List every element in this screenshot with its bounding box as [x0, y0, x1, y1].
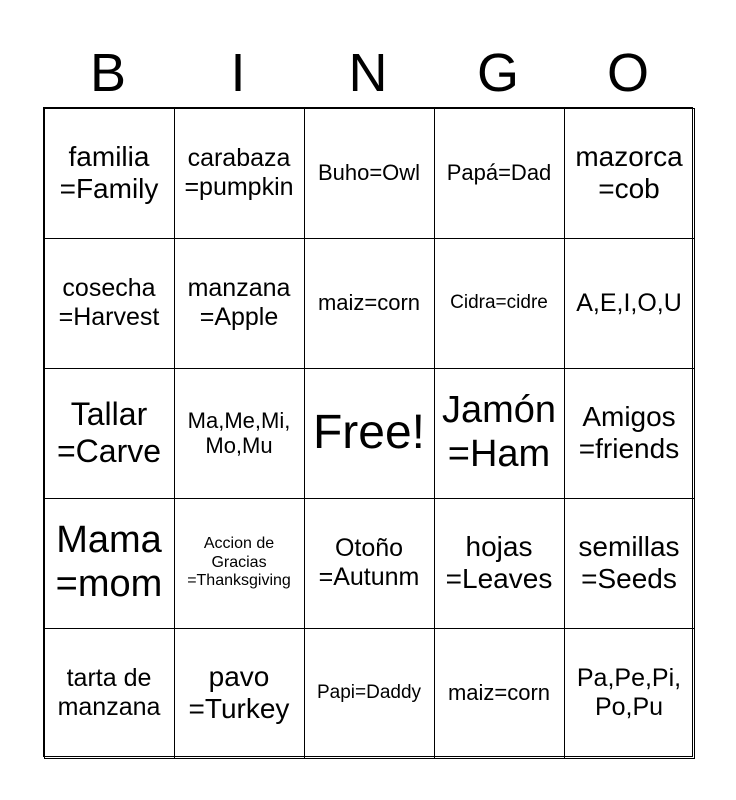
- bingo-cell: [434, 628, 565, 759]
- cell-text: manzana =Apple: [187, 274, 291, 331]
- cell-text: Jamón =Ham: [441, 389, 557, 475]
- bingo-cell: [174, 368, 305, 499]
- bingo-cell: [304, 238, 435, 369]
- header-letter-i: I: [230, 43, 246, 103]
- bingo-cell: [44, 498, 175, 629]
- bingo-cell: [174, 628, 305, 759]
- cell-text: Tallar =Carve: [56, 396, 162, 469]
- cell-text: cosecha =Harvest: [58, 274, 160, 331]
- bingo-cell: [564, 108, 695, 239]
- cell-text: maiz=corn: [447, 680, 551, 706]
- cell-text: Papi=Daddy: [316, 682, 422, 704]
- bingo-cell: [304, 108, 435, 239]
- cell-text: carabaza =pumpkin: [184, 144, 294, 201]
- bingo-cell: [44, 368, 175, 499]
- cell-text: Ma,Me,Mi, Mo,Mu: [187, 407, 291, 458]
- cell-text: pavo =Turkey: [188, 660, 290, 724]
- cell-text: Free!: [312, 406, 426, 460]
- bingo-cell: [564, 498, 695, 629]
- bingo-cell: [174, 108, 305, 239]
- bingo-cell: [434, 498, 565, 629]
- header-letter-n: N: [348, 43, 388, 103]
- cell-text: Mama =mom: [55, 519, 163, 605]
- header-letter-o: O: [606, 43, 649, 103]
- bingo-header: [43, 42, 693, 104]
- cell-text: Otoño =Autunm: [318, 534, 420, 591]
- bingo-cell: [44, 238, 175, 369]
- cell-text: familia =Family: [59, 140, 159, 204]
- cell-text: Amigos =friends: [578, 400, 680, 464]
- bingo-cell: [44, 628, 175, 759]
- bingo-cell: [174, 238, 305, 369]
- cell-text: Pa,Pe,Pi, Po,Pu: [576, 664, 682, 721]
- bingo-cell: [304, 498, 435, 629]
- bingo-cell: [44, 108, 175, 239]
- free-space: [304, 368, 435, 499]
- cell-text: A,E,I,O,U: [576, 288, 682, 317]
- bingo-cell: [434, 238, 565, 369]
- cell-text: Papá=Dad: [446, 160, 552, 186]
- header-letter-g: G: [476, 43, 519, 103]
- bingo-cell: [564, 368, 695, 499]
- bingo-cell: [434, 108, 565, 239]
- bingo-cell: [434, 368, 565, 499]
- bingo-cell: [564, 238, 695, 369]
- cell-text: semillas =Seeds: [578, 530, 680, 594]
- cell-text: Cidra=cidre: [450, 292, 548, 314]
- cell-text: Accion de Gracias =Thanksgiving: [187, 535, 291, 590]
- bingo-cell: [174, 498, 305, 629]
- cell-text: maiz=corn: [317, 290, 421, 316]
- bingo-cell: [564, 628, 695, 759]
- bingo-grid: [43, 107, 693, 757]
- cell-text: tarta de manzana: [57, 664, 161, 721]
- cell-text: Buho=Owl: [317, 160, 421, 186]
- header-letter-b: B: [89, 43, 127, 103]
- bingo-cell: [304, 628, 435, 759]
- cell-text: mazorca =cob: [575, 140, 683, 204]
- cell-text: hojas =Leaves: [445, 530, 553, 594]
